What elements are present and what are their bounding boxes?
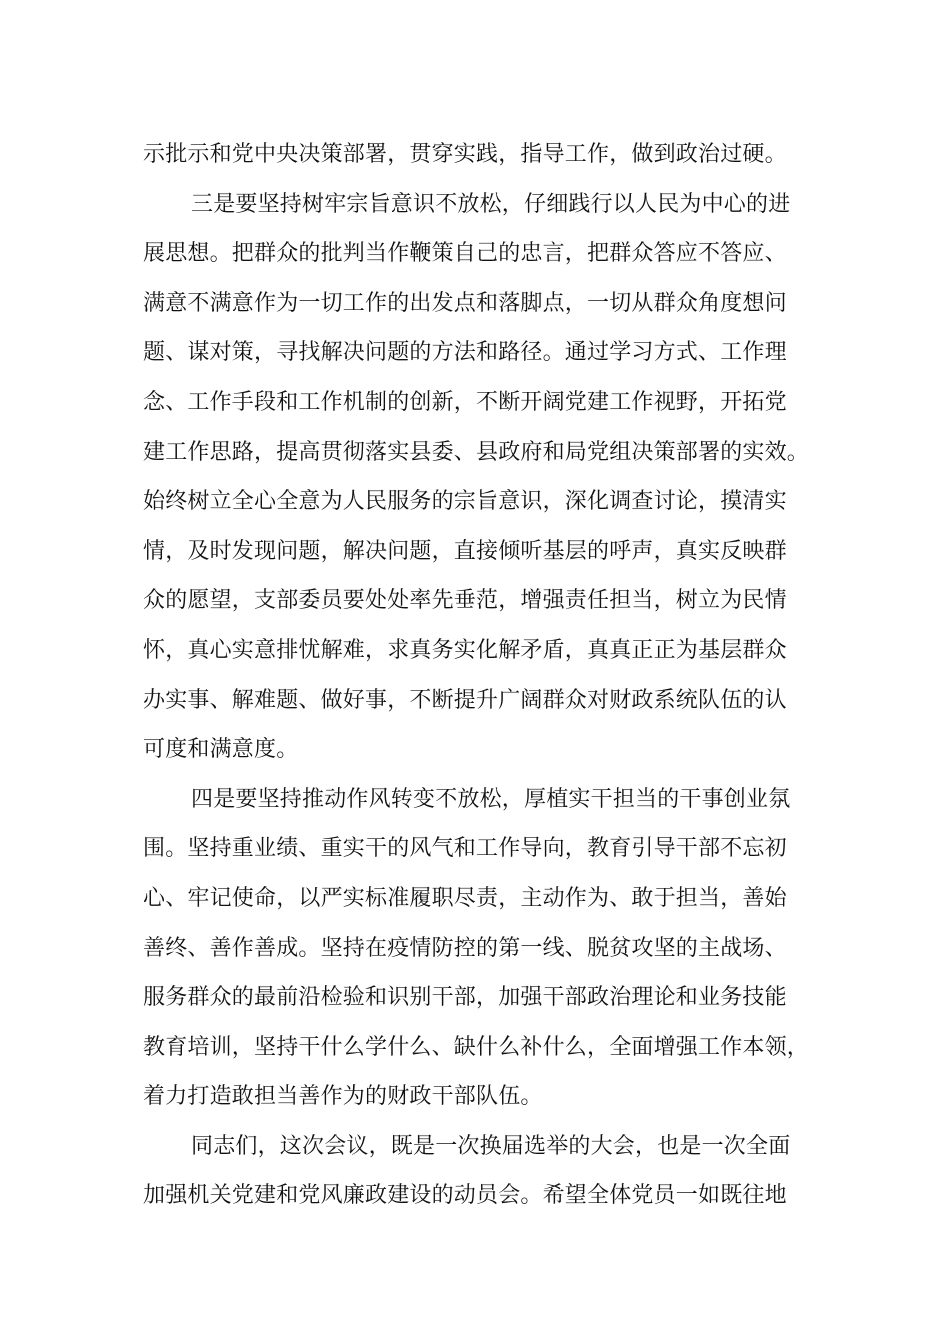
text-line-20: 着力打造敢担当善作为的财政干部队伍。 <box>143 1084 543 1110</box>
text-line-12: 办实事、解难题、做好事，不断提升广阔群众对财政系统队伍的认 <box>143 687 787 713</box>
text-line-15: 围。坚持重业绩、重实干的风气和工作导向，教育引导干部不忘初 <box>143 836 787 862</box>
text-line-10: 众的愿望，支部委员要处处率先垂范，增强责任担当，树立为民情 <box>143 588 787 614</box>
text-line-16: 心、牢记使命，以严实标准履职尽责，主动作为、敢于担当，善始 <box>143 885 787 911</box>
text-line-13: 可度和满意度。 <box>143 737 299 763</box>
text-line-5: 题、谋对策，寻找解决问题的方法和路径。通过学习方式、工作理 <box>143 340 787 366</box>
text-line-19: 教育培训，坚持干什么学什么、缺什么补什么，全面增强工作本领， <box>143 1034 810 1060</box>
text-line-22: 加强机关党建和党风廉政建设的动员会。希望全体党员一如既往地 <box>143 1183 787 1209</box>
text-line-7: 建工作思路，提高贯彻落实县委、县政府和局党组决策部署的实效。 <box>143 439 810 465</box>
text-line-21: 同志们，这次会议，既是一次换届选举的大会，也是一次全面 <box>191 1133 791 1159</box>
text-line-9: 情，及时发现问题，解决问题，直接倾听基层的呼声，真实反映群 <box>143 538 787 564</box>
text-line-4: 满意不满意作为一切工作的出发点和落脚点，一切从群众角度想问 <box>143 290 787 316</box>
text-line-1: 示批示和党中央决策部署，贯穿实践，指导工作，做到政治过硬。 <box>143 142 787 167</box>
text-line-2: 三是要坚持树牢宗旨意识不放松，仔细践行以人民为中心的进 <box>191 191 791 217</box>
text-line-3: 展思想。把群众的批判当作鞭策自己的忠言，把群众答应不答应、 <box>143 241 787 267</box>
text-line-14: 四是要坚持推动作风转变不放松，厚植实干担当的干事创业氛 <box>191 786 791 812</box>
text-line-18: 服务群众的最前沿检验和识别干部，加强干部政治理论和业务技能 <box>143 985 787 1011</box>
text-line-11: 怀，真心实意排忧解难，求真务实化解矛盾，真真正正为基层群众 <box>143 637 787 663</box>
text-line-8: 始终树立全心全意为人民服务的宗旨意识，深化调查讨论，摸清实 <box>143 489 787 515</box>
text-line-17: 善终、善作善成。坚持在疫情防控的第一线、脱贫攻坚的主战场、 <box>143 935 787 961</box>
text-line-6: 念、工作手段和工作机制的创新，不断开阔党建工作视野，开拓党 <box>143 389 787 415</box>
document-body <box>143 130 833 1221</box>
